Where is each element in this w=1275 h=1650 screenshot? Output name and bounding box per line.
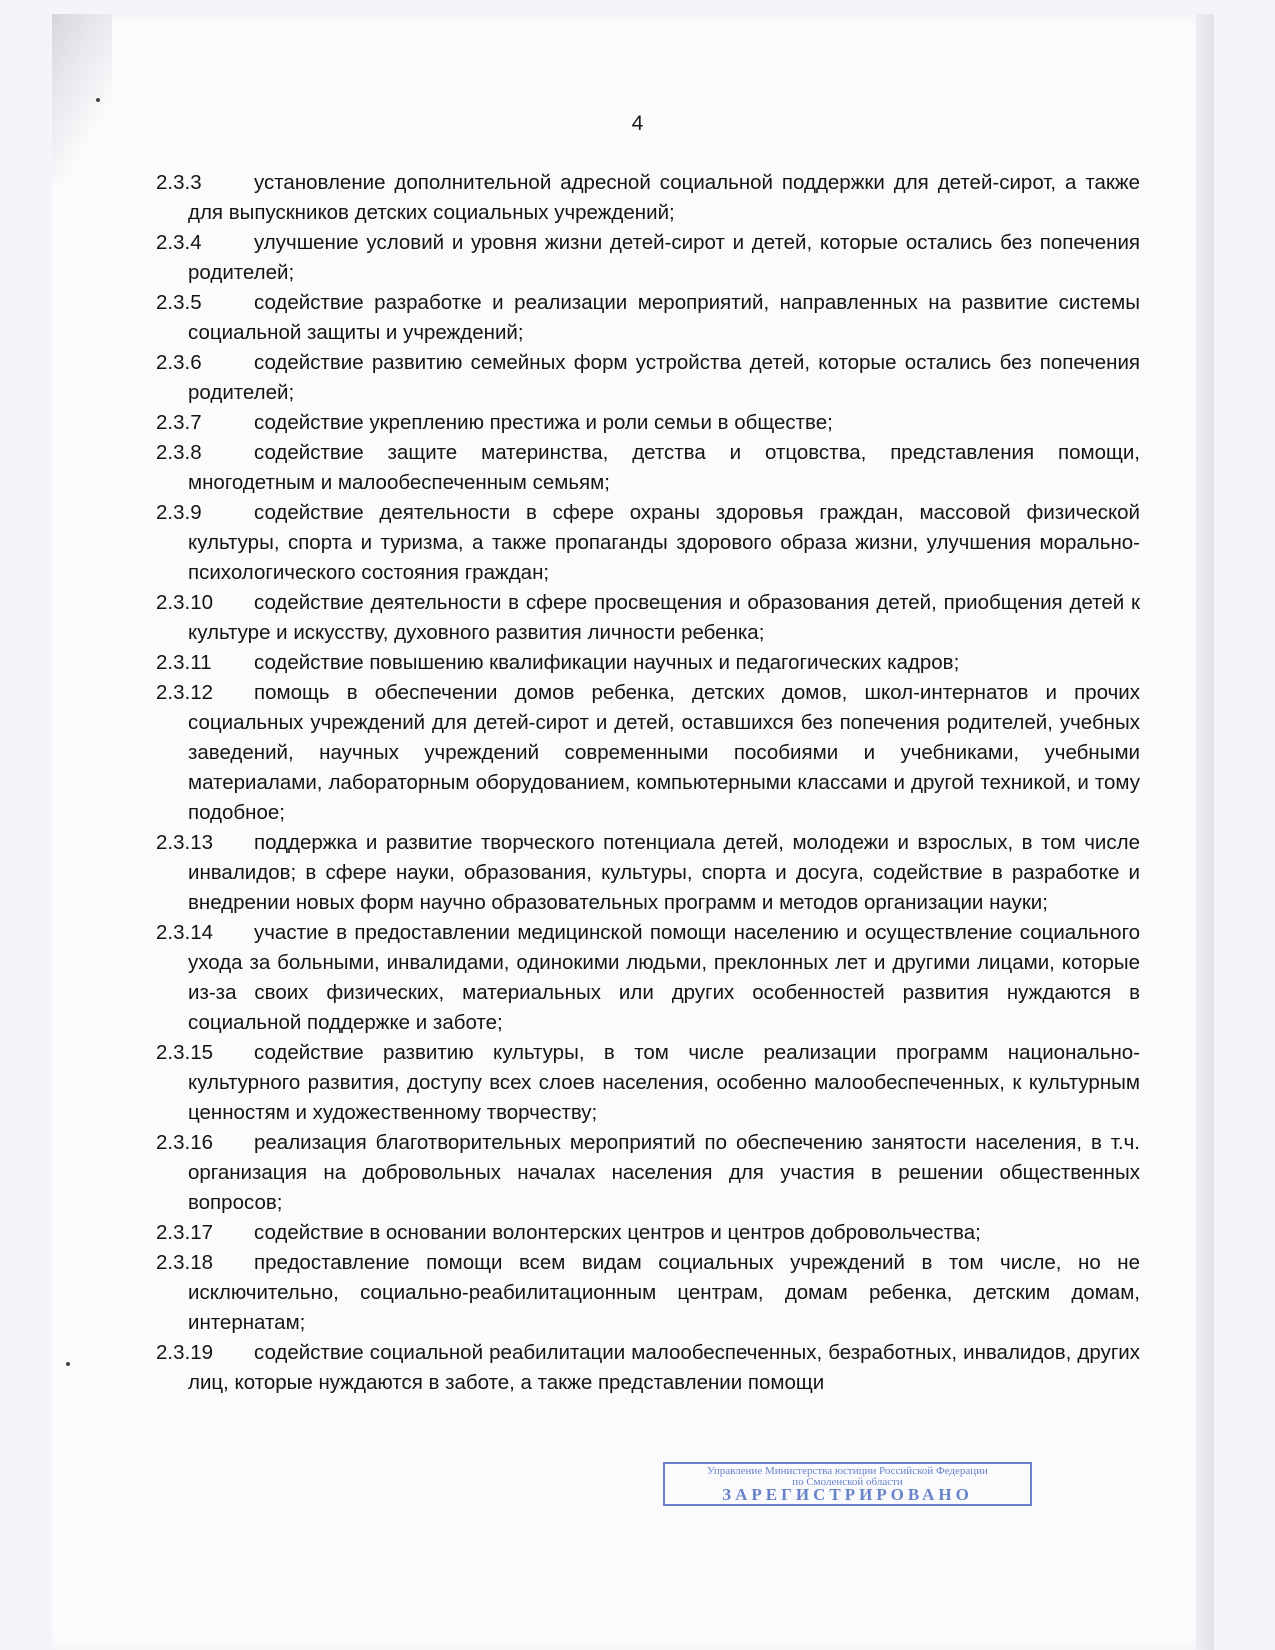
list-item bbox=[156, 438, 1140, 498]
item-text: участие в предоставлении медицинской помощи населению и осуществление социального ухода за больными, инвалидами, одинокими людьми, преклонных лет и другими лицами, которые из-за своих физических, материальных или других особенностей развития нуждаются в социальной поддержке и заботе; bbox=[188, 921, 1140, 1034]
item-text: содействие развитию семейных форм устройства детей, которые остались без попечения родителей; bbox=[188, 351, 1140, 404]
item-number: 2.3.16 bbox=[156, 1131, 213, 1154]
stamp-region: по Смоленской области bbox=[792, 1476, 903, 1488]
item-number: 2.3.12 bbox=[156, 681, 213, 704]
item-number: 2.3.8 bbox=[156, 441, 202, 464]
list-item bbox=[156, 348, 1140, 408]
document-body bbox=[156, 168, 1140, 1398]
folded-corner bbox=[52, 14, 112, 184]
item-number: 2.3.10 bbox=[156, 591, 213, 614]
scan-speck bbox=[96, 98, 100, 102]
item-text: поддержка и развитие творческого потенциала детей, молодежи и взрослых, в том числе инвалидов; в сфере науки, образования, культуры, спорта и досуга, содействие в разработке и внедрении новых форм научно образовательных программ и методов организации науки; bbox=[188, 831, 1140, 914]
list-item bbox=[156, 1338, 1140, 1398]
list-item bbox=[156, 1038, 1140, 1128]
item-text: содействие социальной реабилитации малообеспеченных, безработных, инвалидов, других лиц, которые нуждаются в заботе, а также представлении помощи bbox=[188, 1341, 1140, 1394]
item-text: содействие в основании волонтерских центров и центров добровольчества; bbox=[254, 1221, 981, 1244]
item-text: содействие деятельности в сфере просвещения и образования детей, приобщения детей к культуре и искусству, духовного развития личности ребенка; bbox=[188, 591, 1140, 644]
list-item bbox=[156, 648, 1140, 678]
list-item bbox=[156, 288, 1140, 348]
list-item bbox=[156, 678, 1140, 828]
list-item bbox=[156, 408, 1140, 438]
item-text: предоставление помощи всем видам социальных учреждений в том числе, но не исключительно, социально-реабилитационным центрам, домам ребенка, детским домам, интернатам; bbox=[188, 1251, 1140, 1334]
item-text: помощь в обеспечении домов ребенка, детских домов, школ-интернатов и прочих социальных учреждений для детей-сирот и детей, оставшихся без попечения родителей, учебных заведений, научных учреждений современными пособиями и учебниками, учебными материалами, лабораторным оборудованием, компьютерными классами и другой техникой, и тому подобное; bbox=[188, 681, 1140, 824]
item-text: содействие повышению квалификации научных и педагогических кадров; bbox=[254, 651, 960, 674]
item-number: 2.3.9 bbox=[156, 501, 202, 524]
list-item bbox=[156, 1128, 1140, 1218]
item-text: содействие развитию культуры, в том числе реализации программ национально-культурного развития, доступу всех слоев населения, особенно малообеспеченных, к культурным ценностям и художественному творчеству; bbox=[188, 1041, 1140, 1124]
stamp-status: ЗАРЕГИСТРИРОВАНО bbox=[722, 1485, 973, 1504]
item-text: установление дополнительной адресной социальной поддержки для детей-сирот, а также для выпускников детских социальных учреждений; bbox=[188, 171, 1140, 224]
item-number: 2.3.5 bbox=[156, 291, 202, 314]
item-number: 2.3.14 bbox=[156, 921, 213, 944]
item-number: 2.3.11 bbox=[156, 651, 212, 674]
item-number: 2.3.3 bbox=[156, 171, 202, 194]
scan-speck bbox=[66, 1362, 70, 1366]
item-number: 2.3.6 bbox=[156, 351, 202, 374]
list-item bbox=[156, 918, 1140, 1038]
page-number: 4 bbox=[631, 112, 644, 135]
item-number: 2.3.19 bbox=[156, 1341, 213, 1364]
list-item bbox=[156, 828, 1140, 918]
item-number: 2.3.4 bbox=[156, 231, 202, 254]
item-number: 2.3.15 bbox=[156, 1041, 213, 1064]
list-item bbox=[156, 1218, 1140, 1248]
list-item bbox=[156, 168, 1140, 228]
item-number: 2.3.18 bbox=[156, 1251, 213, 1274]
item-text: содействие защите материнства, детства и отцовства, представления помощи, многодетным и малообеспеченным семьям; bbox=[188, 441, 1140, 494]
list-item bbox=[156, 498, 1140, 588]
item-number: 2.3.7 bbox=[156, 411, 202, 434]
item-text: реализация благотворительных мероприятий по обеспечению занятости населения, в т.ч. организация на добровольных началах населения для участия в решении общественных вопросов; bbox=[188, 1131, 1140, 1214]
list-item bbox=[156, 1248, 1140, 1338]
item-number: 2.3.17 bbox=[156, 1221, 213, 1244]
item-text: содействие деятельности в сфере охраны здоровья граждан, массовой физической культуры, спорта и туризма, а также пропаганды здорового образа жизни, улучшения морально-психологического состояния граждан; bbox=[188, 501, 1140, 584]
item-text: содействие разработке и реализации мероприятий, направленных на развитие системы социальной защиты и учреждений; bbox=[188, 291, 1140, 344]
registration-stamp bbox=[663, 1462, 1032, 1506]
page-edge bbox=[1196, 14, 1214, 1650]
item-text: содействие укреплению престижа и роли семьи в обществе; bbox=[254, 411, 833, 434]
list-item bbox=[156, 588, 1140, 648]
list-item bbox=[156, 228, 1140, 288]
item-number: 2.3.13 bbox=[156, 831, 213, 854]
item-text: улучшение условий и уровня жизни детей-сирот и детей, которые остались без попечения родителей; bbox=[188, 231, 1140, 284]
stamp-authority: Управление Министерства юстиции Российской Федерации bbox=[707, 1465, 988, 1477]
